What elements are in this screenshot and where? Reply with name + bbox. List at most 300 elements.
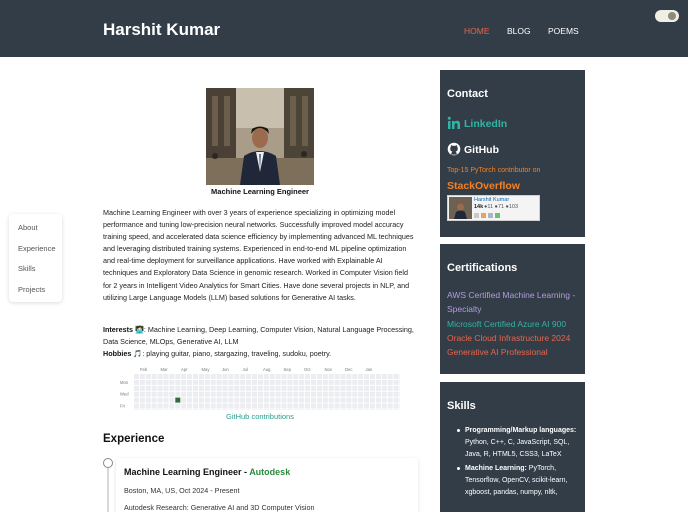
contribution-cell[interactable] xyxy=(228,404,233,409)
contribution-cell[interactable] xyxy=(299,374,304,379)
contribution-cell[interactable] xyxy=(158,386,163,391)
contribution-cell[interactable] xyxy=(169,392,174,397)
contribution-cell[interactable] xyxy=(205,404,210,409)
contribution-cell[interactable] xyxy=(181,374,186,379)
contribution-cell[interactable] xyxy=(164,386,169,391)
contribution-cell[interactable] xyxy=(287,380,292,385)
contribution-cell[interactable] xyxy=(134,398,139,403)
contribution-cell[interactable] xyxy=(264,409,269,410)
contribution-cell[interactable] xyxy=(370,398,375,403)
contribution-cell[interactable] xyxy=(217,392,222,397)
contribution-cell[interactable] xyxy=(388,398,393,403)
contribution-cell[interactable] xyxy=(181,404,186,409)
contribution-cell[interactable] xyxy=(341,398,346,403)
contribution-cell[interactable] xyxy=(240,392,245,397)
cert-oracle-cloud[interactable]: Oracle Cloud Infrastructure 2024 xyxy=(447,333,571,343)
contribution-cell[interactable] xyxy=(193,386,198,391)
contribution-cell[interactable] xyxy=(187,392,192,397)
contribution-cell[interactable] xyxy=(246,398,251,403)
contribution-cell[interactable] xyxy=(146,392,151,397)
contribution-cell[interactable] xyxy=(293,409,298,410)
contribution-cell[interactable] xyxy=(329,380,334,385)
toc-item-skills[interactable]: Skills xyxy=(18,264,36,273)
contribution-cell[interactable] xyxy=(205,409,210,410)
contribution-cell[interactable] xyxy=(199,380,204,385)
contribution-cell[interactable] xyxy=(264,386,269,391)
contribution-cell[interactable] xyxy=(282,398,287,403)
contribution-cell[interactable] xyxy=(181,380,186,385)
contribution-cell[interactable] xyxy=(299,392,304,397)
contribution-cell[interactable] xyxy=(158,374,163,379)
contribution-cell[interactable] xyxy=(341,404,346,409)
github-contribution-calendar[interactable] xyxy=(120,366,400,410)
contribution-cell[interactable] xyxy=(223,404,228,409)
contribution-cell[interactable] xyxy=(287,404,292,409)
stackoverflow-link[interactable]: StackOverflow xyxy=(447,180,520,192)
contribution-cell[interactable] xyxy=(282,380,287,385)
contribution-cell[interactable] xyxy=(382,374,387,379)
contribution-cell[interactable] xyxy=(158,409,163,410)
contribution-cell[interactable] xyxy=(311,409,316,410)
contribution-cell[interactable] xyxy=(140,386,145,391)
contribution-cell[interactable] xyxy=(175,398,180,403)
contribution-cell[interactable] xyxy=(305,404,310,409)
contribution-cell[interactable] xyxy=(158,398,163,403)
contribution-cell[interactable] xyxy=(211,386,216,391)
cert-azure-ai[interactable]: Microsoft Certified Azure AI 900 xyxy=(447,319,567,329)
contribution-cell[interactable] xyxy=(175,380,180,385)
contribution-cell[interactable] xyxy=(181,392,186,397)
contribution-cell[interactable] xyxy=(152,409,157,410)
contribution-cell[interactable] xyxy=(335,374,340,379)
contribution-cell[interactable] xyxy=(311,392,316,397)
github-contributions-link[interactable]: GitHub contributions xyxy=(226,412,294,421)
contribution-cell[interactable] xyxy=(228,374,233,379)
contribution-cell[interactable] xyxy=(223,392,228,397)
contribution-cell[interactable] xyxy=(335,386,340,391)
contribution-cell[interactable] xyxy=(223,398,228,403)
contribution-cell[interactable] xyxy=(388,392,393,397)
contribution-cell[interactable] xyxy=(158,404,163,409)
contribution-cell[interactable] xyxy=(199,386,204,391)
contribution-cell[interactable] xyxy=(400,404,401,409)
contribution-cell[interactable] xyxy=(211,398,216,403)
contribution-cell[interactable] xyxy=(228,409,233,410)
contribution-cell[interactable] xyxy=(246,404,251,409)
contribution-cell[interactable] xyxy=(134,409,139,410)
contribution-cell[interactable] xyxy=(329,392,334,397)
contribution-cell[interactable] xyxy=(240,374,245,379)
contribution-cell[interactable] xyxy=(217,398,222,403)
contribution-cell[interactable] xyxy=(376,380,381,385)
contribution-cell[interactable] xyxy=(323,380,328,385)
contribution-cell[interactable] xyxy=(311,404,316,409)
contribution-cell[interactable] xyxy=(335,409,340,410)
contribution-cell[interactable] xyxy=(287,392,292,397)
contribution-cell[interactable] xyxy=(264,404,269,409)
contribution-cell[interactable] xyxy=(199,404,204,409)
contribution-cell[interactable] xyxy=(252,386,257,391)
contribution-cell[interactable] xyxy=(164,392,169,397)
stackoverflow-flair[interactable] xyxy=(447,195,540,221)
contribution-cell[interactable] xyxy=(140,404,145,409)
contribution-cell[interactable] xyxy=(305,392,310,397)
contribution-cell[interactable] xyxy=(146,380,151,385)
contribution-cell[interactable] xyxy=(146,398,151,403)
cert-aws-ml[interactable]: AWS Certified Machine Learning - Specialty xyxy=(447,290,576,314)
contribution-cell[interactable] xyxy=(346,392,351,397)
contribution-cell[interactable] xyxy=(293,374,298,379)
contribution-cell[interactable] xyxy=(169,374,174,379)
contribution-cell[interactable] xyxy=(134,386,139,391)
contribution-cell[interactable] xyxy=(175,392,180,397)
contribution-cell[interactable] xyxy=(394,392,399,397)
contribution-cell[interactable] xyxy=(140,380,145,385)
contribution-cell[interactable] xyxy=(146,374,151,379)
contribution-cell[interactable] xyxy=(293,404,298,409)
contribution-cell[interactable] xyxy=(358,374,363,379)
contribution-cell[interactable] xyxy=(282,374,287,379)
contribution-cell[interactable] xyxy=(187,380,192,385)
contribution-cell[interactable] xyxy=(394,404,399,409)
contribution-cell[interactable] xyxy=(240,386,245,391)
contribution-cell[interactable] xyxy=(382,386,387,391)
contribution-cell[interactable] xyxy=(240,398,245,403)
contribution-cell[interactable] xyxy=(211,404,216,409)
contribution-cell[interactable] xyxy=(258,398,263,403)
contribution-cell[interactable] xyxy=(264,374,269,379)
contribution-cell[interactable] xyxy=(134,404,139,409)
contribution-cell[interactable] xyxy=(187,404,192,409)
contribution-cell[interactable] xyxy=(323,409,328,410)
contribution-cell[interactable] xyxy=(352,374,357,379)
contribution-cell[interactable] xyxy=(228,386,233,391)
contribution-cell[interactable] xyxy=(388,374,393,379)
contribution-cell[interactable] xyxy=(217,404,222,409)
contribution-cell[interactable] xyxy=(335,392,340,397)
contribution-cell[interactable] xyxy=(364,409,369,410)
contribution-cell[interactable] xyxy=(394,380,399,385)
contribution-cell[interactable] xyxy=(258,404,263,409)
contribution-cell[interactable] xyxy=(270,392,275,397)
contribution-cell[interactable] xyxy=(400,380,401,385)
contribution-cell[interactable] xyxy=(175,409,180,410)
contribution-cell[interactable] xyxy=(323,404,328,409)
contribution-cell[interactable] xyxy=(299,404,304,409)
contribution-cell[interactable] xyxy=(164,374,169,379)
contribution-cell[interactable] xyxy=(240,404,245,409)
contribution-cell[interactable] xyxy=(346,409,351,410)
contribution-cell[interactable] xyxy=(364,398,369,403)
contribution-cell[interactable] xyxy=(317,409,322,410)
contribution-cell[interactable] xyxy=(323,386,328,391)
contribution-cell[interactable] xyxy=(264,392,269,397)
contribution-cell[interactable] xyxy=(358,398,363,403)
contribution-cell[interactable] xyxy=(382,392,387,397)
toc-item-about[interactable]: About xyxy=(18,223,38,232)
contribution-cell[interactable] xyxy=(352,404,357,409)
contribution-cell[interactable] xyxy=(252,404,257,409)
contribution-cell[interactable] xyxy=(181,409,186,410)
contribution-cell[interactable] xyxy=(305,374,310,379)
contribution-cell[interactable] xyxy=(329,409,334,410)
contribution-cell[interactable] xyxy=(140,392,145,397)
contribution-cell[interactable] xyxy=(234,392,239,397)
contribution-cell[interactable] xyxy=(382,404,387,409)
contribution-cell[interactable] xyxy=(234,374,239,379)
contribution-cell[interactable] xyxy=(376,392,381,397)
contribution-cell[interactable] xyxy=(205,398,210,403)
contribution-cell[interactable] xyxy=(158,380,163,385)
contribution-cell[interactable] xyxy=(287,409,292,410)
contribution-cell[interactable] xyxy=(352,386,357,391)
contribution-cell[interactable] xyxy=(187,398,192,403)
contribution-cell[interactable] xyxy=(252,398,257,403)
contribution-cell[interactable] xyxy=(305,380,310,385)
contribution-cell[interactable] xyxy=(181,386,186,391)
contribution-cell[interactable] xyxy=(382,409,387,410)
contribution-cell[interactable] xyxy=(223,374,228,379)
contribution-cell[interactable] xyxy=(223,386,228,391)
contribution-cell[interactable] xyxy=(217,386,222,391)
contribution-cell[interactable] xyxy=(311,386,316,391)
contribution-cell[interactable] xyxy=(258,392,263,397)
contribution-cell[interactable] xyxy=(299,386,304,391)
contribution-cell[interactable] xyxy=(223,380,228,385)
contribution-cell[interactable] xyxy=(317,386,322,391)
contribution-cell[interactable] xyxy=(358,392,363,397)
contribution-cell[interactable] xyxy=(305,398,310,403)
contribution-cell[interactable] xyxy=(346,380,351,385)
contribution-cell[interactable] xyxy=(376,398,381,403)
contribution-cell[interactable] xyxy=(193,392,198,397)
contribution-cell[interactable] xyxy=(152,380,157,385)
contribution-cell[interactable] xyxy=(146,409,151,410)
contribution-cell[interactable] xyxy=(394,409,399,410)
contribution-cell[interactable] xyxy=(169,409,174,410)
contribution-cell[interactable] xyxy=(193,409,198,410)
contribution-cell[interactable] xyxy=(376,386,381,391)
contribution-cell[interactable] xyxy=(199,398,204,403)
contribution-cell[interactable] xyxy=(376,409,381,410)
contribution-cell[interactable] xyxy=(293,380,298,385)
contribution-cell[interactable] xyxy=(400,386,401,391)
contribution-cell[interactable] xyxy=(370,409,375,410)
contribution-cell[interactable] xyxy=(246,380,251,385)
nav-poems-link[interactable]: POEMS xyxy=(548,26,579,36)
contribution-cell[interactable] xyxy=(329,374,334,379)
contribution-cell[interactable] xyxy=(370,374,375,379)
contribution-cell[interactable] xyxy=(134,374,139,379)
contribution-cell[interactable] xyxy=(400,374,401,379)
contribution-cell[interactable] xyxy=(282,392,287,397)
contribution-cell[interactable] xyxy=(164,404,169,409)
contribution-cell[interactable] xyxy=(158,392,163,397)
job-company[interactable]: Autodesk xyxy=(249,467,291,477)
contribution-cell[interactable] xyxy=(270,386,275,391)
contribution-cell[interactable] xyxy=(394,398,399,403)
contribution-cell[interactable] xyxy=(205,392,210,397)
contribution-cell[interactable] xyxy=(352,409,357,410)
contribution-cell[interactable] xyxy=(305,409,310,410)
contribution-cell[interactable] xyxy=(358,409,363,410)
contribution-cell[interactable] xyxy=(317,392,322,397)
contribution-cell[interactable] xyxy=(193,380,198,385)
toc-item-experience[interactable]: Experience xyxy=(18,244,56,253)
contribution-cell[interactable] xyxy=(234,386,239,391)
contribution-cell[interactable] xyxy=(293,398,298,403)
contribution-cell[interactable] xyxy=(276,386,281,391)
contribution-cell[interactable] xyxy=(388,404,393,409)
contribution-cell[interactable] xyxy=(358,404,363,409)
contribution-cell[interactable] xyxy=(317,374,322,379)
contribution-cell[interactable] xyxy=(175,374,180,379)
contribution-cell[interactable] xyxy=(364,374,369,379)
contribution-cell[interactable] xyxy=(252,409,257,410)
contribution-cell[interactable] xyxy=(376,404,381,409)
contribution-cell[interactable] xyxy=(270,374,275,379)
contribution-cell[interactable] xyxy=(346,374,351,379)
contribution-cell[interactable] xyxy=(187,386,192,391)
contribution-cell[interactable] xyxy=(376,374,381,379)
contribution-cell[interactable] xyxy=(323,374,328,379)
contribution-cell[interactable] xyxy=(223,409,228,410)
contribution-cell[interactable] xyxy=(234,380,239,385)
contribution-cell[interactable] xyxy=(346,404,351,409)
contribution-cell[interactable] xyxy=(246,374,251,379)
contribution-cell[interactable] xyxy=(252,380,257,385)
toc-item-projects[interactable]: Projects xyxy=(18,285,46,294)
contribution-cell[interactable] xyxy=(217,380,222,385)
contribution-cell[interactable] xyxy=(335,404,340,409)
contribution-cell[interactable] xyxy=(282,404,287,409)
contribution-cell[interactable] xyxy=(258,380,263,385)
nav-blog-link[interactable]: BLOG xyxy=(507,26,531,36)
contribution-cell[interactable] xyxy=(152,398,157,403)
contribution-cell[interactable] xyxy=(193,398,198,403)
contribution-cell[interactable] xyxy=(287,374,292,379)
contribution-cell[interactable] xyxy=(370,386,375,391)
contribution-cell[interactable] xyxy=(364,386,369,391)
contribution-cell[interactable] xyxy=(164,398,169,403)
contribution-cell[interactable] xyxy=(323,392,328,397)
contribution-cell[interactable] xyxy=(175,404,180,409)
contribution-cell[interactable] xyxy=(394,374,399,379)
contribution-cell[interactable] xyxy=(317,380,322,385)
contribution-cell[interactable] xyxy=(270,404,275,409)
contribution-cell[interactable] xyxy=(199,392,204,397)
contribution-cell[interactable] xyxy=(169,398,174,403)
contribution-cell[interactable] xyxy=(205,380,210,385)
contribution-cell[interactable] xyxy=(234,398,239,403)
contribution-cell[interactable] xyxy=(217,374,222,379)
contribution-cell[interactable] xyxy=(228,392,233,397)
contribution-cell[interactable] xyxy=(293,392,298,397)
contribution-cell[interactable] xyxy=(228,398,233,403)
contribution-cell[interactable] xyxy=(187,409,192,410)
contribution-cell[interactable] xyxy=(169,404,174,409)
contribution-cell[interactable] xyxy=(352,380,357,385)
contribution-cell[interactable] xyxy=(394,386,399,391)
contribution-cell[interactable] xyxy=(205,386,210,391)
contribution-cell[interactable] xyxy=(264,380,269,385)
contribution-cell[interactable] xyxy=(335,398,340,403)
contribution-cell[interactable] xyxy=(311,374,316,379)
contribution-cell[interactable] xyxy=(193,404,198,409)
contribution-cell[interactable] xyxy=(246,409,251,410)
contribution-cell[interactable] xyxy=(276,374,281,379)
contribution-cell[interactable] xyxy=(364,404,369,409)
contribution-cell[interactable] xyxy=(205,374,210,379)
contribution-cell[interactable] xyxy=(152,386,157,391)
contribution-cell[interactable] xyxy=(352,392,357,397)
contribution-cell[interactable] xyxy=(276,398,281,403)
contribution-cell[interactable] xyxy=(240,409,245,410)
contribution-cell[interactable] xyxy=(169,380,174,385)
contribution-cell[interactable] xyxy=(175,386,180,391)
contribution-cell[interactable] xyxy=(305,386,310,391)
linkedin-link[interactable] xyxy=(447,116,507,130)
contribution-cell[interactable] xyxy=(164,409,169,410)
github-link[interactable] xyxy=(447,142,499,156)
contribution-cell[interactable] xyxy=(211,374,216,379)
site-brand[interactable]: Harshit Kumar xyxy=(103,20,221,39)
contribution-cell[interactable] xyxy=(299,398,304,403)
contribution-cell[interactable] xyxy=(341,409,346,410)
contribution-cell[interactable] xyxy=(364,392,369,397)
contribution-cell[interactable] xyxy=(400,409,401,410)
contribution-cell[interactable] xyxy=(152,404,157,409)
contribution-cell[interactable] xyxy=(276,404,281,409)
contribution-cell[interactable] xyxy=(388,386,393,391)
contribution-cell[interactable] xyxy=(134,380,139,385)
contribution-cell[interactable] xyxy=(287,386,292,391)
contribution-cell[interactable] xyxy=(258,409,263,410)
contribution-cell[interactable] xyxy=(164,380,169,385)
contribution-cell[interactable] xyxy=(234,404,239,409)
contribution-cell[interactable] xyxy=(246,392,251,397)
contribution-cell[interactable] xyxy=(400,398,401,403)
nav-home-link[interactable]: HOME xyxy=(464,26,490,36)
contribution-cell[interactable] xyxy=(358,386,363,391)
contribution-cell[interactable] xyxy=(329,404,334,409)
contribution-cell[interactable] xyxy=(211,380,216,385)
contribution-cell[interactable] xyxy=(364,380,369,385)
contribution-cell[interactable] xyxy=(234,409,239,410)
contribution-cell[interactable] xyxy=(193,374,198,379)
contribution-cell[interactable] xyxy=(199,409,204,410)
contribution-cell[interactable] xyxy=(169,386,174,391)
contribution-cell[interactable] xyxy=(341,380,346,385)
contribution-cell[interactable] xyxy=(388,380,393,385)
contribution-cell[interactable] xyxy=(228,380,233,385)
contribution-cell[interactable] xyxy=(270,380,275,385)
contribution-cell[interactable] xyxy=(341,374,346,379)
contribution-cell[interactable] xyxy=(329,398,334,403)
contribution-cell[interactable] xyxy=(246,386,251,391)
contribution-cell[interactable] xyxy=(382,380,387,385)
contribution-cell[interactable] xyxy=(276,409,281,410)
contribution-cell[interactable] xyxy=(140,398,145,403)
contribution-cell[interactable] xyxy=(199,374,204,379)
contribution-cell[interactable] xyxy=(400,392,401,397)
contribution-cell[interactable] xyxy=(211,392,216,397)
contribution-cell[interactable] xyxy=(276,380,281,385)
contribution-cell[interactable] xyxy=(352,398,357,403)
contribution-cell[interactable] xyxy=(341,392,346,397)
contribution-cell[interactable] xyxy=(258,386,263,391)
contribution-cell[interactable] xyxy=(287,398,292,403)
